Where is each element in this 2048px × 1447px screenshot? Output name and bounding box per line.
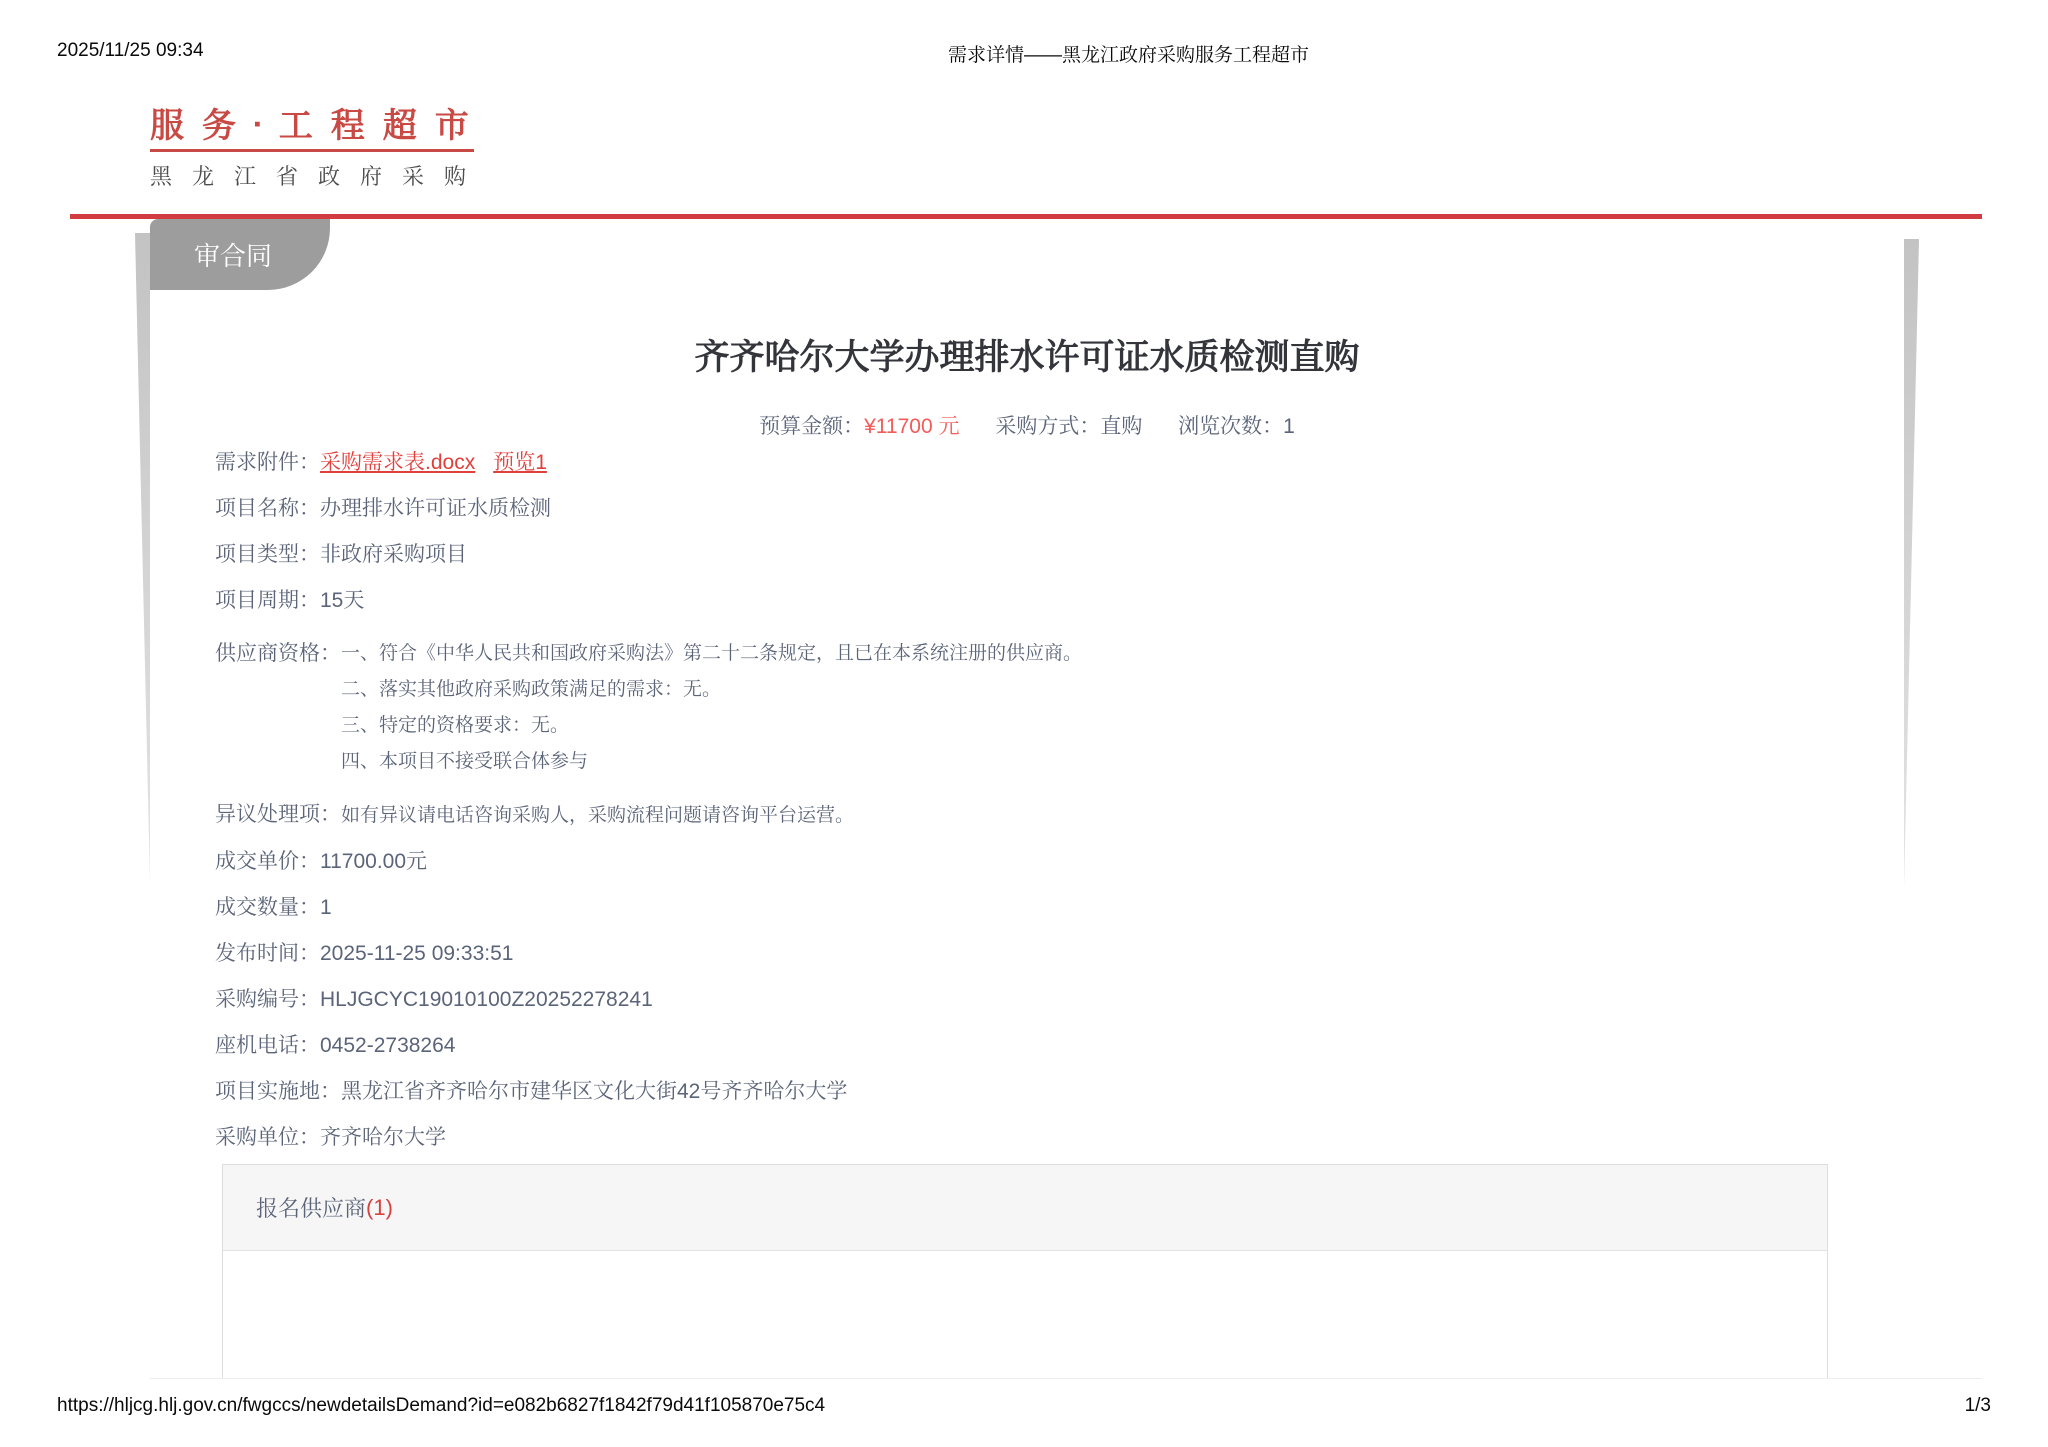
page-shadow-left	[135, 233, 150, 883]
page-title: 齐齐哈尔大学办理排水许可证水质检测直购	[694, 338, 1360, 377]
supplier-box-header	[223, 1165, 1827, 1251]
field-row-purchaser	[215, 1127, 1875, 1149]
site-logo-subtitle: 黑龙江省政府采购	[150, 164, 487, 189]
field-label: 项目周期：	[215, 589, 320, 612]
summary-line	[150, 410, 1904, 440]
print-timestamp: 2025/11/25 09:34	[57, 40, 204, 61]
budget-label: 预算金额：	[759, 415, 865, 438]
print-footer-url: https://hljcg.hlj.gov.cn/fwgccs/newdetailsDemand?id=e082b6827f1842f79d41f105870e75c4	[57, 1395, 826, 1416]
supplier-box-title: 报名供应商	[256, 1196, 367, 1221]
supplier-count-badge: (1)	[366, 1194, 393, 1220]
method-value: 直购	[1100, 415, 1143, 438]
field-label: 成交数量：	[215, 896, 320, 919]
field-label: 供应商资格：	[215, 642, 341, 665]
brand-dot-icon: ▪	[254, 114, 279, 135]
field-label: 异议处理项：	[215, 803, 341, 826]
views-segment	[1178, 415, 1295, 438]
views-label: 浏览次数：	[1178, 415, 1284, 438]
field-value: 15天	[320, 589, 365, 612]
print-doc-title: 需求详情——黑龙江政府采购服务工程超市	[948, 45, 1310, 66]
attachment-file-link[interactable]: 采购需求表.docx	[320, 451, 476, 474]
qualification-item: 三、特定的资格要求：无。	[341, 715, 570, 736]
field-row-deal-price	[215, 851, 1875, 873]
status-tab-contract-review: 审合同	[150, 219, 330, 290]
field-label: 项目名称：	[215, 497, 320, 520]
budget-value: ¥11700 元	[864, 415, 960, 438]
field-value: 1	[320, 896, 332, 919]
field-value: 非政府采购项目	[320, 543, 467, 566]
field-value: HLJGCYC19010100Z20252278241	[320, 988, 653, 1011]
method-segment	[995, 415, 1142, 438]
page-shadow-right	[1904, 239, 1919, 889]
attachment-preview-link[interactable]: 预览1	[493, 451, 547, 474]
brand-left: 服务	[150, 107, 254, 145]
qualification-list	[341, 636, 1082, 780]
views-value: 1	[1283, 415, 1295, 438]
field-value: 11700.00元	[320, 850, 428, 873]
field-value: 2025-11-25 09:33:51	[320, 942, 514, 965]
field-row-objection	[215, 804, 1875, 827]
header-divider	[70, 214, 1982, 219]
field-row-deal-quantity	[215, 897, 1875, 919]
field-label: 座机电话：	[215, 1034, 320, 1057]
field-row-location	[215, 1081, 1875, 1103]
field-row-attachment	[215, 452, 1875, 474]
site-logo-brand	[150, 105, 487, 146]
field-row-phone	[215, 1035, 1875, 1057]
brand-right: 工程超市	[278, 107, 487, 145]
qualification-item: 四、本项目不接受联合体参与	[341, 751, 589, 772]
field-value: 如有异议请电话咨询采购人，采购流程问题请咨询平台运营。	[341, 805, 855, 826]
field-row-publish-time	[215, 943, 1875, 965]
field-value: 0452-2738264	[320, 1034, 456, 1057]
logo-underline	[150, 149, 474, 152]
field-row-project-period	[215, 590, 1875, 612]
field-label: 项目实施地：	[215, 1080, 341, 1103]
field-value: 黑龙江省齐齐哈尔市建华区文化大街42号齐齐哈尔大学	[341, 1080, 848, 1103]
field-label: 采购单位：	[215, 1126, 320, 1149]
budget-segment	[759, 415, 959, 438]
field-row-project-type	[215, 544, 1875, 566]
field-value: 齐齐哈尔大学	[320, 1126, 446, 1149]
supplier-signup-box	[222, 1164, 1828, 1378]
qualification-item: 二、落实其他政府采购政策满足的需求：无。	[341, 679, 722, 700]
field-label: 发布时间：	[215, 942, 320, 965]
field-label: 成交单价：	[215, 850, 320, 873]
field-row-project-name	[215, 498, 1875, 520]
field-row-procurement-no	[215, 989, 1875, 1011]
attachment-label: 需求附件：	[215, 451, 320, 474]
print-footer-page: 1/3	[1964, 1395, 1991, 1416]
field-label: 项目类型：	[215, 543, 320, 566]
page-clip-edge	[150, 1378, 1982, 1379]
field-label: 采购编号：	[215, 988, 320, 1011]
site-logo	[150, 105, 487, 191]
field-row-supplier-qualification	[215, 636, 1875, 780]
field-value: 办理排水许可证水质检测	[320, 497, 551, 520]
qualification-item: 一、符合《中华人民共和国政府采购法》第二十二条规定，且已在本系统注册的供应商。	[341, 643, 1083, 664]
method-label: 采购方式：	[995, 415, 1101, 438]
field-list	[215, 452, 1875, 1173]
